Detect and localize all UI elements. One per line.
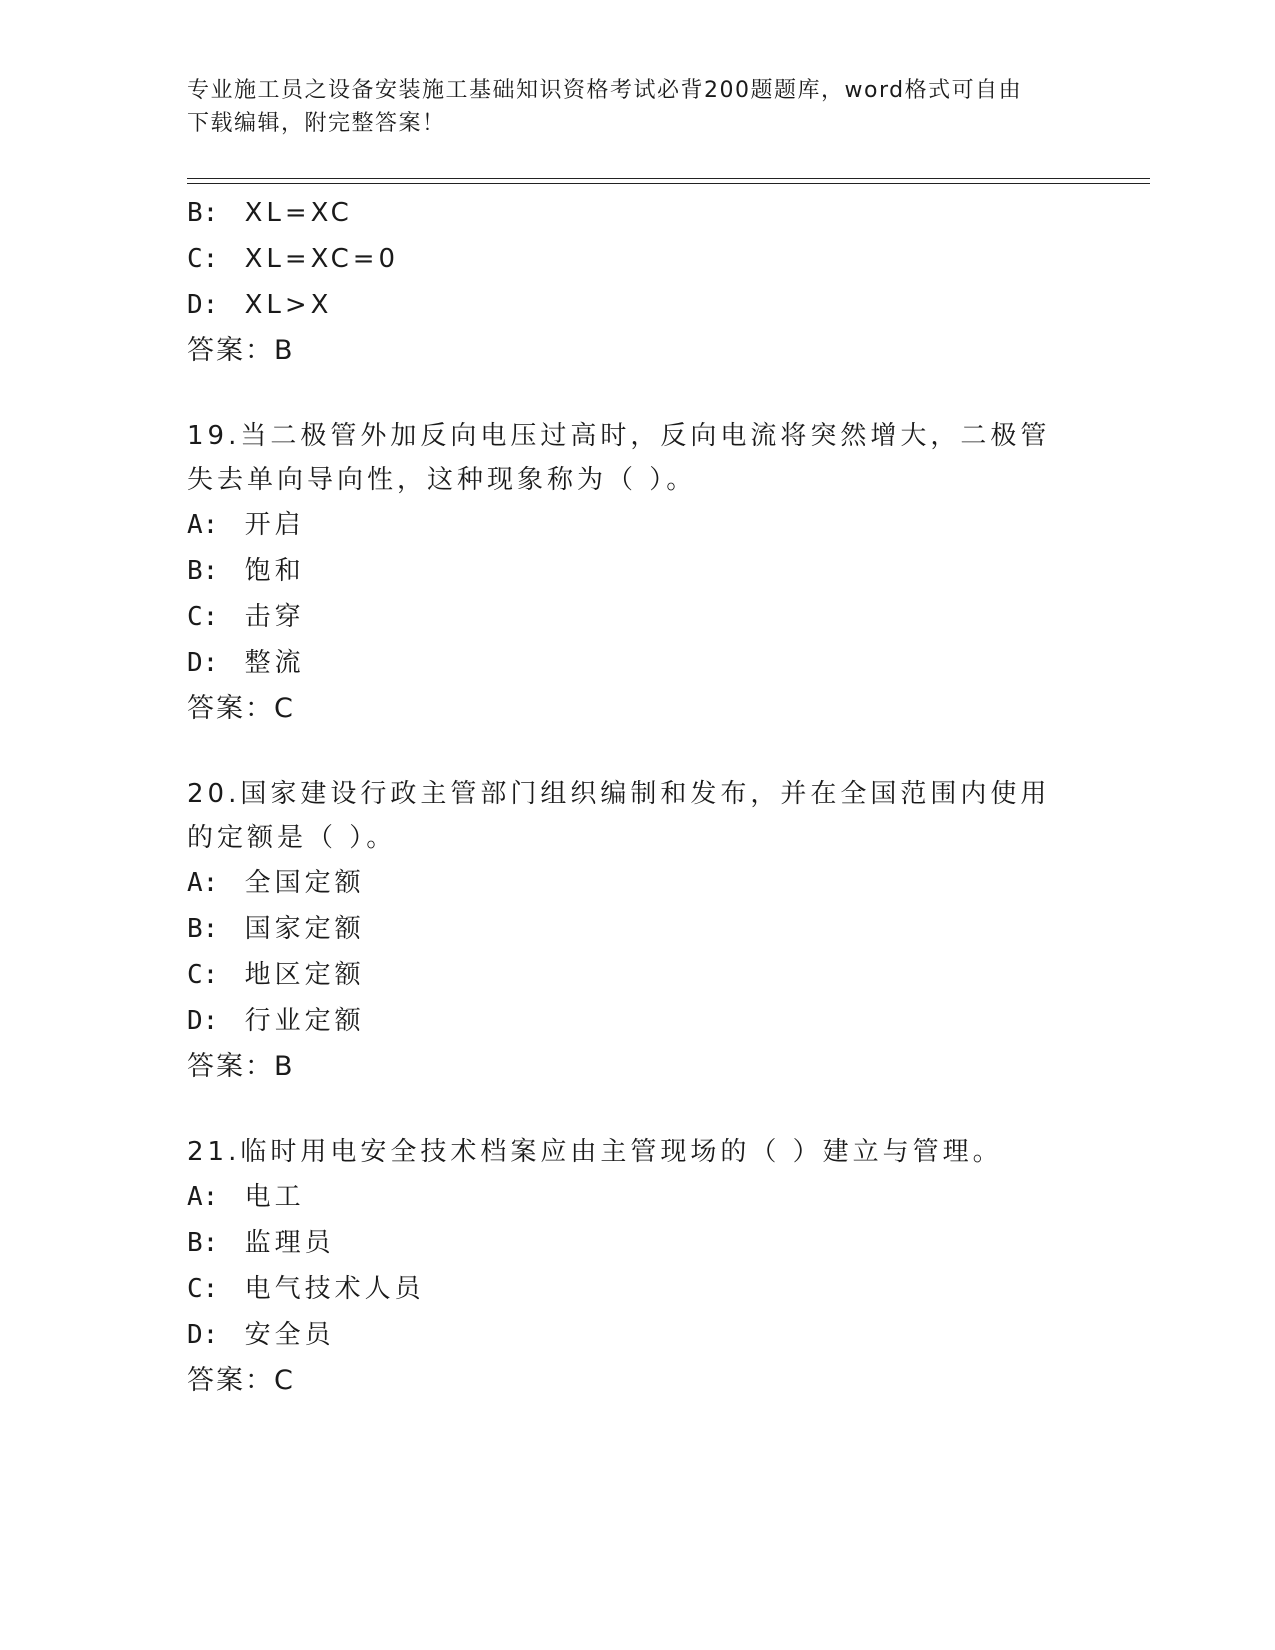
option-row: [187, 1312, 1087, 1358]
option-text: 监理员: [244, 1228, 335, 1258]
option-letter: D:: [187, 290, 219, 320]
option-row: [187, 998, 1087, 1044]
option-letter: C:: [187, 960, 219, 990]
option-text: 击穿: [244, 602, 305, 632]
option-letter: C:: [187, 1274, 219, 1304]
option-letter: A:: [187, 1182, 219, 1212]
question-20: [187, 772, 1087, 1090]
option-text: 电工: [244, 1182, 305, 1212]
option-row: [187, 1220, 1087, 1266]
option-letter: B:: [187, 1228, 219, 1258]
option-text: XL>X: [244, 290, 333, 320]
option-text: 国家定额: [244, 914, 365, 944]
option-letter: A:: [187, 868, 219, 898]
option-row: [187, 282, 1087, 328]
option-text: 开启: [244, 510, 305, 540]
option-text: 整流: [244, 648, 305, 678]
option-row: [187, 1174, 1087, 1220]
option-row: [187, 594, 1087, 640]
option-letter: C:: [187, 244, 219, 274]
answer-line: 答案：C: [187, 1365, 295, 1396]
option-row: [187, 1266, 1087, 1312]
option-text: 饱和: [244, 556, 305, 586]
answer-line: 答案：C: [187, 693, 295, 724]
option-text: XL=XC: [244, 198, 353, 228]
option-letter: D:: [187, 648, 219, 678]
option-letter: D:: [187, 1006, 219, 1036]
option-text: 电气技术人员: [244, 1274, 425, 1304]
answer-line: 答案：B: [187, 1051, 295, 1082]
answer-line: 答案：B: [187, 335, 295, 366]
option-row: [187, 906, 1087, 952]
partial-question: [187, 190, 1087, 374]
option-text: 行业定额: [244, 1006, 365, 1036]
option-row: [187, 236, 1087, 282]
option-letter: A:: [187, 510, 219, 540]
option-text: 全国定额: [244, 868, 365, 898]
option-letter: C:: [187, 602, 219, 632]
option-row: [187, 502, 1087, 548]
question-21: [187, 1130, 1087, 1404]
option-row: [187, 640, 1087, 686]
question-text: 20.国家建设行政主管部门组织编制和发布，并在全国范围内使用的定额是（ ）。: [187, 779, 1051, 853]
question-text: 19.当二极管外加反向电压过高时，反向电流将突然增大，二极管失去单向导向性，这种现象称为（ ）。: [187, 421, 1051, 495]
option-text: XL=XC=0: [244, 244, 400, 274]
option-letter: B:: [187, 914, 219, 944]
option-text: 安全员: [244, 1320, 335, 1350]
header-divider-bottom: [187, 183, 1150, 184]
document-header: [187, 74, 1087, 140]
header-divider-top: [187, 178, 1150, 179]
option-text: 地区定额: [244, 960, 365, 990]
option-row: [187, 860, 1087, 906]
option-row: [187, 190, 1087, 236]
option-letter: D:: [187, 1320, 219, 1350]
option-letter: B:: [187, 556, 219, 586]
header-line-1: 专业施工员之设备安装施工基础知识资格考试必背200题题库，word格式可自由: [187, 78, 1023, 103]
question-content: [187, 190, 1087, 1404]
option-letter: B:: [187, 198, 219, 228]
question-text: 21.临时用电安全技术档案应由主管现场的（ ）建立与管理。: [187, 1137, 1003, 1167]
option-row: [187, 952, 1087, 998]
question-19: [187, 414, 1087, 732]
option-row: [187, 548, 1087, 594]
header-line-2: 下载编辑，附完整答案！: [187, 111, 446, 136]
